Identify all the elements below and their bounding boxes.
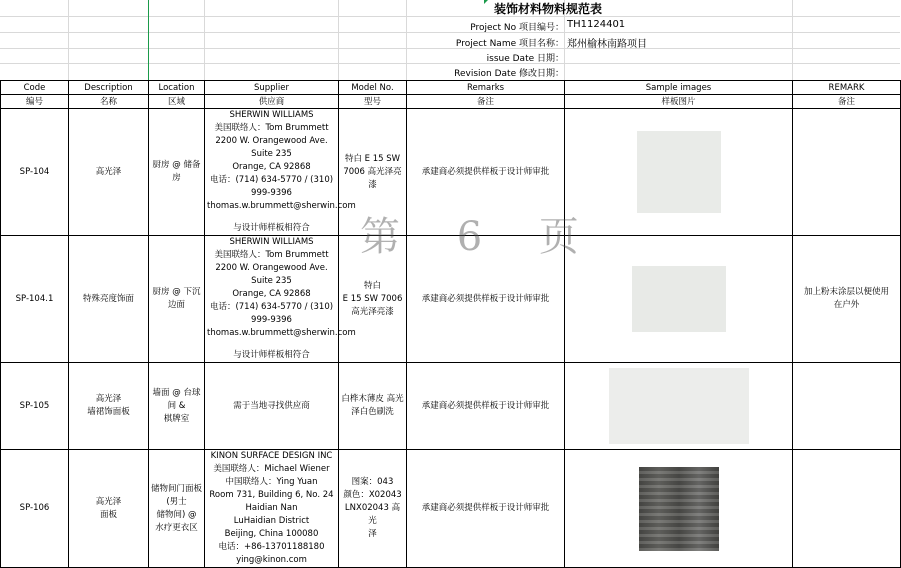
sample-swatch	[632, 266, 726, 332]
cell-line: 中国联络人：Ying Yuan	[225, 477, 318, 487]
cell-line: 高光泽	[95, 496, 122, 507]
revision-date-label: Revision Date 修改日期：	[454, 69, 564, 79]
cell-line: 与设计师样板相符合	[233, 223, 310, 233]
column-header[interactable]: Location	[149, 81, 205, 95]
cell-line: 美国联络人：Michael Wiener	[213, 464, 330, 474]
project-name-label: Project Name 项目名称：	[455, 39, 564, 49]
cell-line: 美国联络人：Tom Brummett	[214, 123, 329, 133]
code-cell[interactable]: SP-104	[1, 109, 69, 236]
column-header[interactable]: REMARK	[793, 81, 901, 95]
description-cell[interactable]	[69, 450, 149, 568]
grid-line	[68, 0, 69, 80]
model-cell[interactable]	[339, 236, 407, 363]
grid-line	[148, 0, 149, 80]
cell-line: 特殊亮度饰面	[82, 293, 134, 304]
sample-swatch	[609, 368, 749, 444]
remarks-cell[interactable]: 承建商必须提供样板于设计师审批	[407, 450, 565, 568]
comment-marker	[484, 0, 488, 4]
model-cell[interactable]	[339, 450, 407, 568]
column-header[interactable]: 型号	[339, 95, 407, 109]
cell-line: 2200 W. Orangewood Ave. Suite 235	[215, 136, 328, 159]
cell-line: 特白 E 15 SW	[344, 153, 401, 164]
model-cell[interactable]	[339, 109, 407, 236]
project-name-value[interactable]: 郑州榆林南路项目	[567, 39, 647, 50]
cell-line: 储物间门面板 (男士	[151, 483, 203, 507]
cell-line: KINON SURFACE DESIGN INC	[210, 451, 333, 461]
column-header[interactable]: Remarks	[407, 81, 565, 95]
remarks-cell[interactable]: 承建商必须提供样板于设计师审批	[407, 363, 565, 450]
location-cell[interactable]	[149, 363, 205, 450]
cell-line	[207, 213, 336, 222]
cell-line: 厨房 @ 下沉边面	[152, 287, 201, 310]
cell-line: 高光泽	[95, 166, 122, 177]
cell-line: 与设计师样板相符合	[233, 350, 310, 360]
cell-line: 图案：043	[351, 477, 394, 487]
sample-swatch	[637, 131, 721, 213]
grid-line	[204, 0, 205, 80]
cell-line: 颜色：X02043	[343, 490, 402, 500]
code-cell[interactable]: SP-104.1	[1, 236, 69, 363]
remark-cell[interactable]	[793, 109, 901, 236]
page-watermark: 第 6 页	[360, 214, 601, 260]
cell-line: 储物间) @	[156, 509, 197, 520]
model-cell[interactable]	[339, 363, 407, 450]
supplier-cell[interactable]	[205, 363, 339, 450]
location-cell[interactable]	[149, 109, 205, 236]
cell-line: 7006 高光泽亮漆	[343, 166, 402, 190]
column-header[interactable]: 供应商	[205, 95, 339, 109]
header-row-en	[1, 81, 901, 95]
remark-cell[interactable]	[793, 363, 901, 450]
grid-line	[0, 32, 900, 33]
sheet-title: 装饰材料物料规范表	[494, 2, 603, 16]
column-header[interactable]: 区域	[149, 95, 205, 109]
remarks-cell[interactable]: 承建商必须提供样板于设计师审批	[407, 236, 565, 363]
column-header[interactable]: 编号	[1, 95, 69, 109]
remarks-cell[interactable]: 承建商必须提供样板于设计师审批	[407, 109, 565, 236]
column-header[interactable]: 名称	[69, 95, 149, 109]
description-cell[interactable]	[69, 363, 149, 450]
location-cell[interactable]	[149, 450, 205, 568]
cell-line: 电话：(714) 634-5770 / (310) 999-9396	[209, 302, 334, 325]
table-row[interactable]	[1, 450, 901, 568]
column-header[interactable]: 备注	[793, 95, 901, 109]
remark-cell[interactable]	[793, 236, 901, 363]
cell-line: 面板	[99, 509, 117, 520]
grid-line	[0, 63, 900, 64]
cell-line: 在户外	[833, 300, 860, 310]
cell-line: 美国联络人：Tom Brummett	[214, 250, 329, 260]
cell-line: 水疗更衣区	[155, 522, 198, 533]
table-row[interactable]	[1, 363, 901, 450]
cell-line: E 15 SW 7006	[342, 293, 403, 304]
description-cell[interactable]	[69, 109, 149, 236]
cell-line: Room 731, Building 6, No. 24 Haidian Nan	[209, 490, 334, 513]
column-header[interactable]: 样板图片	[565, 95, 793, 109]
sample-image-cell[interactable]	[565, 450, 793, 568]
code-cell[interactable]: SP-106	[1, 450, 69, 568]
column-header[interactable]: Sample images	[565, 81, 793, 95]
cell-line: SHERWIN WILLIAMS	[229, 110, 314, 120]
column-header[interactable]: Model No.	[339, 81, 407, 95]
cell-line: 墙裙饰面板	[87, 407, 130, 417]
cell-line: LNX02043 高光	[344, 503, 401, 526]
cell-line: 棋牌室	[163, 413, 190, 424]
grid-line	[0, 48, 900, 49]
sample-swatch	[639, 467, 719, 551]
cell-line: SHERWIN WILLIAMS	[229, 237, 314, 247]
column-header[interactable]: 备注	[407, 95, 565, 109]
cell-line: 墙面 @ 台球间 &	[152, 387, 201, 411]
project-no-value[interactable]: TH1124401	[567, 19, 626, 30]
cell-line: 2200 W. Orangewood Ave. Suite 235	[215, 263, 328, 286]
cell-line: 厨房 @ 储备房	[152, 160, 201, 183]
table-row[interactable]	[1, 236, 901, 363]
cell-line	[207, 340, 336, 349]
cell-line: LuHaidian District	[233, 516, 310, 526]
cell-line: thomas.w.brummett@sherwin.com	[207, 201, 356, 211]
sample-image-cell[interactable]	[565, 236, 793, 363]
issue-date-label: issue Date 日期：	[486, 54, 564, 64]
column-header[interactable]: Supplier	[205, 81, 339, 95]
cell-line: Beijing, China 100080	[224, 529, 319, 539]
cell-line: 高光泽	[95, 394, 122, 404]
cell-line: 电话：+86-13701188180	[218, 542, 325, 552]
cell-line: 需于当地寻找供应商	[233, 400, 310, 411]
sample-image-cell[interactable]	[565, 109, 793, 236]
grid-line	[406, 0, 407, 80]
cell-line: 白桦木薄皮 高光	[341, 394, 404, 404]
cell-line: Orange, CA 92868	[232, 162, 311, 172]
supplier-cell[interactable]	[205, 450, 339, 568]
cell-line: Orange, CA 92868	[232, 289, 311, 299]
remark-cell[interactable]	[793, 450, 901, 568]
table-row[interactable]	[1, 109, 901, 236]
cell-line: 加上粉末涂层以便使用	[803, 287, 889, 297]
cell-line: 电话：(714) 634-5770 / (310) 999-9396	[209, 175, 334, 198]
code-cell[interactable]: SP-105	[1, 363, 69, 450]
project-no-label: Project No 项目编号：	[470, 23, 564, 33]
column-header[interactable]: Code	[1, 81, 69, 95]
cell-line: 泽白色刷洗	[351, 407, 394, 417]
column-header[interactable]: Description	[69, 81, 149, 95]
cell-line: 高光泽亮漆	[351, 306, 394, 317]
header-row-cn	[1, 95, 901, 109]
description-cell[interactable]	[69, 236, 149, 363]
cell-line: thomas.w.brummett@sherwin.com	[207, 328, 356, 338]
supplier-cell[interactable]	[205, 109, 356, 236]
grid-line	[792, 0, 793, 80]
materials-table	[0, 80, 901, 568]
cell-line: 泽	[368, 529, 377, 539]
cell-line: ying@kinon.com	[236, 555, 307, 565]
supplier-cell[interactable]	[205, 236, 356, 363]
sample-image-cell[interactable]	[565, 363, 793, 450]
cell-line: 特白	[363, 280, 381, 291]
grid-line	[338, 0, 339, 80]
grid-line	[0, 16, 900, 17]
location-cell[interactable]	[149, 236, 205, 363]
